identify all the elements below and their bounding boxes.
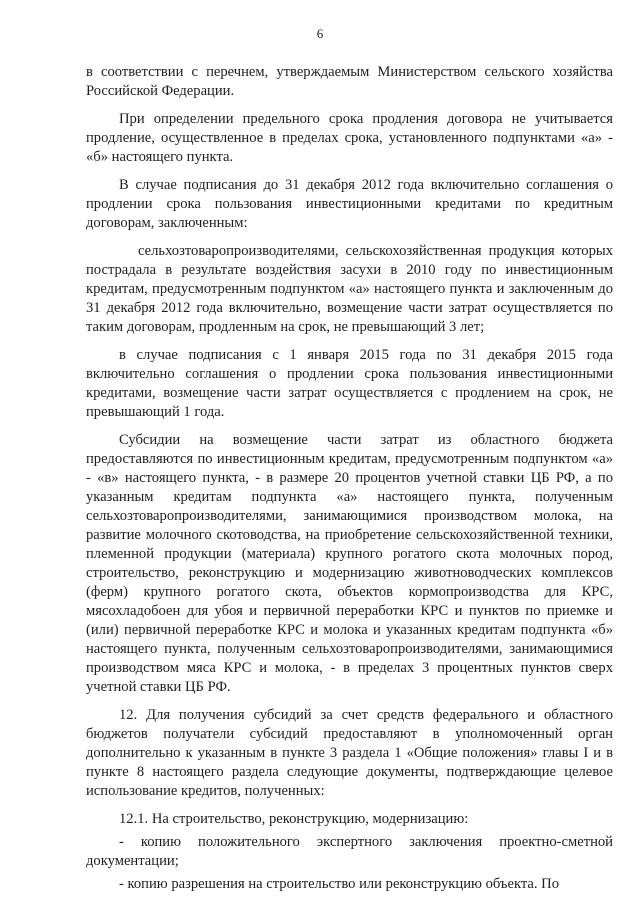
list-item-expert-conclusion: - копию положительного экспертного заключения проектно-сметной документации; [86,834,613,869]
page-number: 6 [316,26,324,41]
paragraph-signing-2012: В случае подписания до 31 декабря 2012 года включительно соглашения о продлении срока пользования инвестиционными кредитами по кредитным договорам, заключенным: [86,177,613,231]
paragraph-item-12-1: 12.1. На строительство, реконструкцию, модернизацию: [119,811,469,827]
paragraph-continuation: в соответствии с перечнем, утверждаемым Министерством сельского хозяйства Российской Федерации. [86,64,613,99]
document-body [86,63,613,898]
paragraph-extension-term: При определении предельного срока продления договора не учитывается продление, осуществленное в пределах срока, установленного подпунктами «а» - «б» настоящего пункта. [86,111,613,165]
paragraph-signing-2015: в случае подписания с 1 января 2015 года по 31 декабря 2015 года включительно соглашения о продлении срока пользования инвестиционными кредитами, возмещение части затрат осуществляется с продлением на срок, не превышающий 1 года. [86,347,613,420]
paragraph-item-12: 12. Для получения субсидий за счет средств федерального и областного бюджетов получатели субсидий предоставляют в уполномоченный орган дополнительно к указанным в пункте 3 раздела 1 «Общие положения» главы I и в пункте 8 настоящего раздела следующие документы, подтверждающие целевое использование кредитов, полученных: [86,707,613,799]
paragraph-drought-producers: сельхозтоваропроизводителями, сельскохозяйственная продукция которых пострадала в результате воздействия засухи в 2010 году по инвестиционным кредитам, предусмотренным подпунктом «а» настоящего пункта и заключенным до 31 декабря 2012 года включительно, возмещение части затрат осуществляется по таким договорам, продленным на срок, не превышающий 3 лет; [86,243,613,335]
paragraph-regional-subsidies: Субсидии на возмещение части затрат из областного бюджета предоставляются по инвестиционным кредитам, предусмотренным подпунктом «а» - «в» настоящего пункта, - в размере 20 процентов учетной ставки ЦБ РФ, а по указанным кредитам подпункта «а» настоящего пункта, полученным сельхозтоваропроизводителями, занимающимися производством молока, на развитие молочного скотоводства, на приобретение сельскохозяйственной техники, племенной продукции (материала) крупного рогатого скота молочных пород, строительство, реконструкцию и модернизацию животноводческих комплексов (ферм) крупного рогатого скота, объектов кормопроизводства для КРС, мясохладобоен для убоя и первичной переработки КРС и пунктов по приемке и (или) первичной переработке КРС и молока и указанных кредитам подпункта «б» настоящего пункта, полученным сельхозтоваропроизводителями, занимающимися производством мяса КРС и молока, - в пределах 3 процентных пунктов сверх учетной ставки ЦБ РФ. [86,432,613,695]
list-item-construction-permit: - копию разрешения на строительство или реконструкцию объекта. По [119,876,560,892]
